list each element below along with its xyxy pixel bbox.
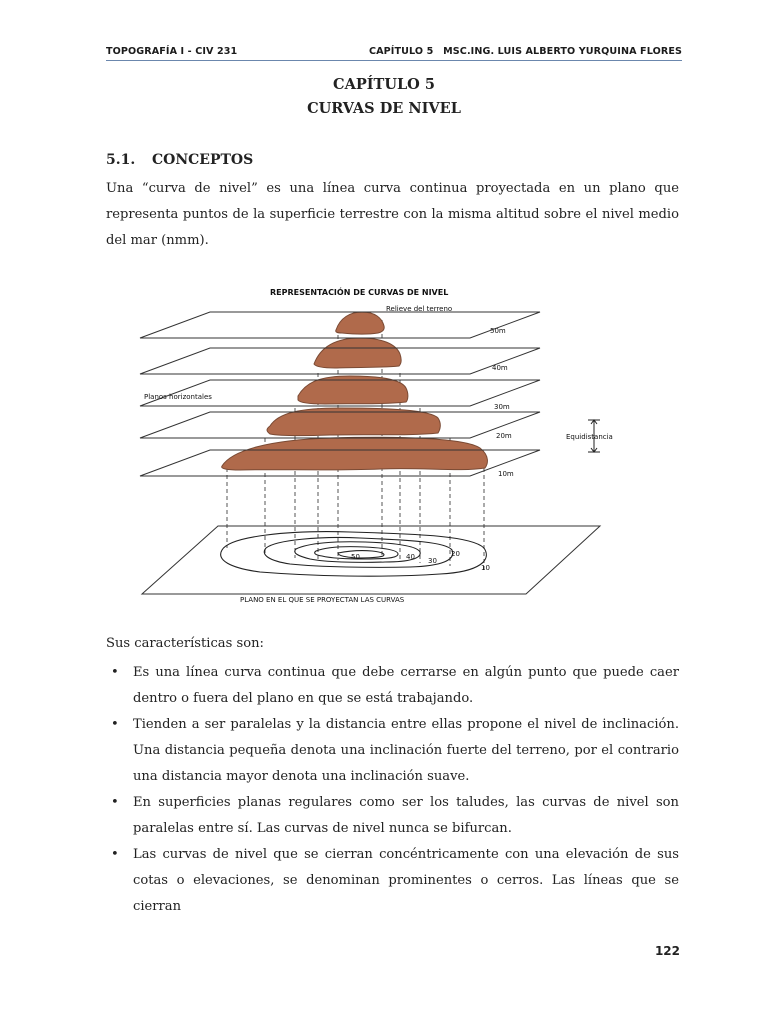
page-header <box>106 40 682 62</box>
chapter-subtitle: CURVAS DE NIVEL <box>307 100 461 117</box>
plane-label-20: 20m <box>496 432 512 440</box>
header-rule <box>106 60 682 61</box>
bullet-icon: • <box>111 665 119 680</box>
bullet-icon: • <box>111 847 119 862</box>
contour-figure <box>120 278 680 608</box>
contour-label-30: 30 <box>428 557 437 565</box>
page-number: 122 <box>654 944 680 958</box>
section-number: 5.1. <box>106 152 136 168</box>
bullet-icon: • <box>111 717 119 732</box>
header-chapter: CAPÍTULO 5 <box>369 46 434 57</box>
list-item-text: Tienden a ser paralelas y la distancia entre ellas propone el nivel de inclinación. Una distancia pequeña denota una inclinación fuerte del terreno, por el contrario una distancia mayor denota una inclinación suave. <box>133 717 679 784</box>
plane-label-30: 30m <box>494 403 510 411</box>
contour-label-20: 20 <box>451 550 460 558</box>
list-item <box>106 790 679 842</box>
equidistance-label: Equidistancia <box>566 433 613 441</box>
terrain-relief <box>222 312 488 470</box>
section-title: CONCEPTOS <box>152 152 254 168</box>
figure-caption: PLANO EN EL QUE SE PROYECTAN LAS CURVAS <box>240 596 405 604</box>
list-intro: Sus características son: <box>106 636 264 651</box>
contour-label-10: 10 <box>481 564 490 572</box>
projection-plane <box>142 526 600 594</box>
intro-paragraph: Una “curva de nivel” es una línea curva continua proyectada en un plano que representa puntos de la superficie terrestre con la misma altitud sobre el nivel medio del mar (nmm). <box>106 181 679 248</box>
plane-label-50: 50m <box>490 327 506 335</box>
list-item-text: Es una línea curva continua que debe cerrarse en algún punto que puede caer dentro o fuera del plano en que se está trabajando. <box>133 665 679 706</box>
plane-label-10: 10m <box>498 470 514 478</box>
list-item-text: Las curvas de nivel que se cierran concéntricamente con una elevación de sus cotas o elevaciones, se denominan prominentes o cerros. Las líneas que se cierran <box>133 847 679 914</box>
header-author: MSC.ING. LUIS ALBERTO YURQUINA FLORES <box>443 46 682 57</box>
planes-label: Planos horizontales <box>144 393 212 401</box>
list-item <box>106 660 679 712</box>
header-course: TOPOGRAFÍA I - CIV 231 <box>106 46 238 57</box>
characteristics-list <box>106 660 679 920</box>
list-item <box>106 842 679 920</box>
contour-diagram <box>120 278 680 608</box>
figure-title: REPRESENTACIÓN DE CURVAS DE NIVEL <box>270 288 449 297</box>
chapter-title: CAPÍTULO 5 <box>333 76 435 93</box>
list-item <box>106 712 679 790</box>
section-heading <box>106 152 253 168</box>
bullet-icon: • <box>111 795 119 810</box>
contour-label-40: 40 <box>406 553 415 561</box>
list-item-text: En superficies planas regulares como ser los taludes, las curvas de nivel son paralelas entre sí. Las curvas de nivel nunca se bifurcan. <box>133 795 679 836</box>
relief-label: Relieve del terreno <box>386 305 453 313</box>
contour-label-50: 50 <box>351 553 360 561</box>
plane-label-40: 40m <box>492 364 508 372</box>
